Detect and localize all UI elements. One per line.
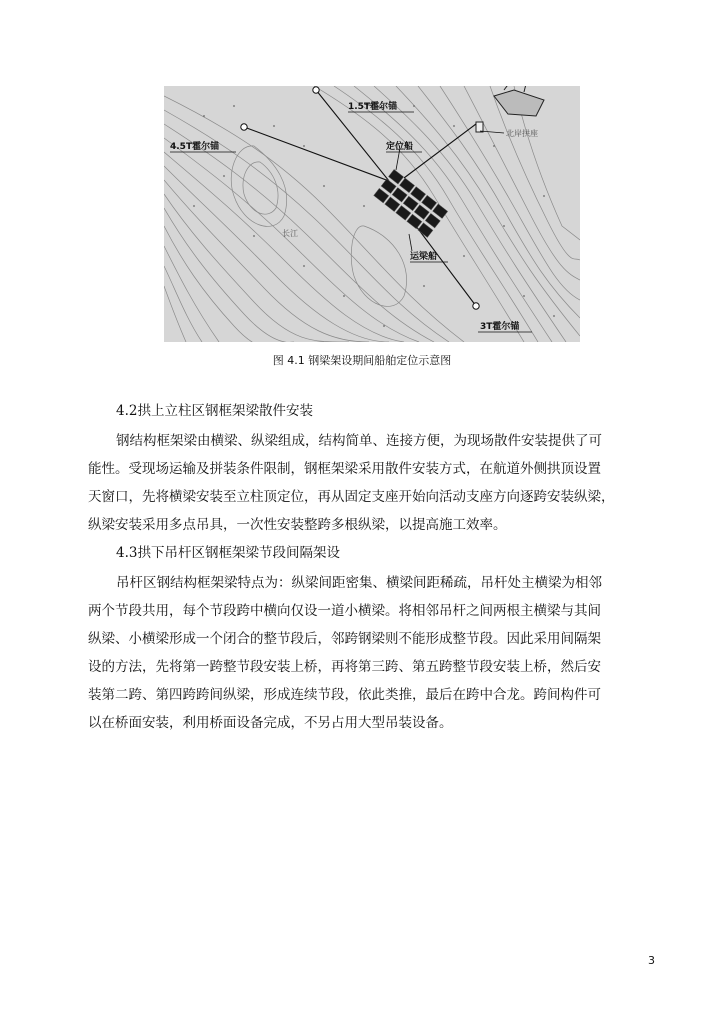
figure-caption: 图 4.1 钢梁架设期间船舶定位示意图 <box>272 354 452 367</box>
label-river: 长江 <box>282 229 298 238</box>
paragraph-line: 设的方法，先将第一跨整节段安装上桥，再将第三跨、第五跨整节段安装上桥，然后安 <box>88 659 601 675</box>
paragraph-line: 钢结构框架梁由横梁、纵梁组成，结构简单、连接方便，为现场散件安装提供了可 <box>116 433 602 449</box>
ship-positioning-figure <box>164 86 580 342</box>
label-anchor-3t: 3T霍尔锚 <box>480 322 520 332</box>
section-heading-4-3: 4.3拱下吊杆区钢框架梁节段间隔架设 <box>116 545 340 561</box>
river-map <box>164 86 580 342</box>
page-number: 3 <box>648 954 655 967</box>
paragraph-line: 天窗口，先将横梁安装至立柱顶定位，再从固定支座开始向活动支座方向逐跨安装纵梁， <box>88 489 615 505</box>
label-transport-ship: 运梁船 <box>410 252 438 262</box>
paragraph-line: 纵梁、小横梁形成一个闭合的整节段后，邻跨钢梁则不能形成整节段。因此采用间隔架 <box>88 631 601 647</box>
section-heading-4-2: 4.2拱上立柱区钢框架梁散件安装 <box>116 403 313 419</box>
paragraph-line: 以在桥面安装，利用桥面设备完成，不另占用大型吊装设备。 <box>88 715 453 731</box>
anchor-4-5t-icon <box>241 124 247 130</box>
label-anchor-1-5t: 1.5T霍尔锚 <box>348 102 398 112</box>
anchor-1-5t-icon <box>313 87 319 93</box>
paragraph-line: 纵梁安装采用多点吊具，一次性安装整跨多根纵梁，以提高施工效率。 <box>88 517 507 533</box>
paragraph-line: 能性。受现场运输及拼装条件限制，钢框架梁采用散件安装方式，在航道外侧拱顶设置 <box>88 461 601 477</box>
anchor-3t-icon <box>473 303 479 309</box>
paragraph-line: 吊杆区钢结构框架梁特点为：纵梁间距密集、横梁间距稀疏，吊杆处主横梁为相邻 <box>116 575 602 591</box>
label-north-bank-abutment: 北岸拱座 <box>506 129 538 138</box>
label-positioning-ship: 定位船 <box>386 142 414 152</box>
paragraph-line: 两个节段共用，每个节段跨中横向仅设一道小横梁。将相邻吊杆之间两根主横梁与其间 <box>88 603 601 619</box>
paragraph-line: 装第二跨、第四跨跨间纵梁，形成连续节段，依此类推，最后在跨中合龙。跨间构件可 <box>88 687 601 703</box>
label-anchor-4-5t: 4.5T霍尔锚 <box>170 142 220 152</box>
